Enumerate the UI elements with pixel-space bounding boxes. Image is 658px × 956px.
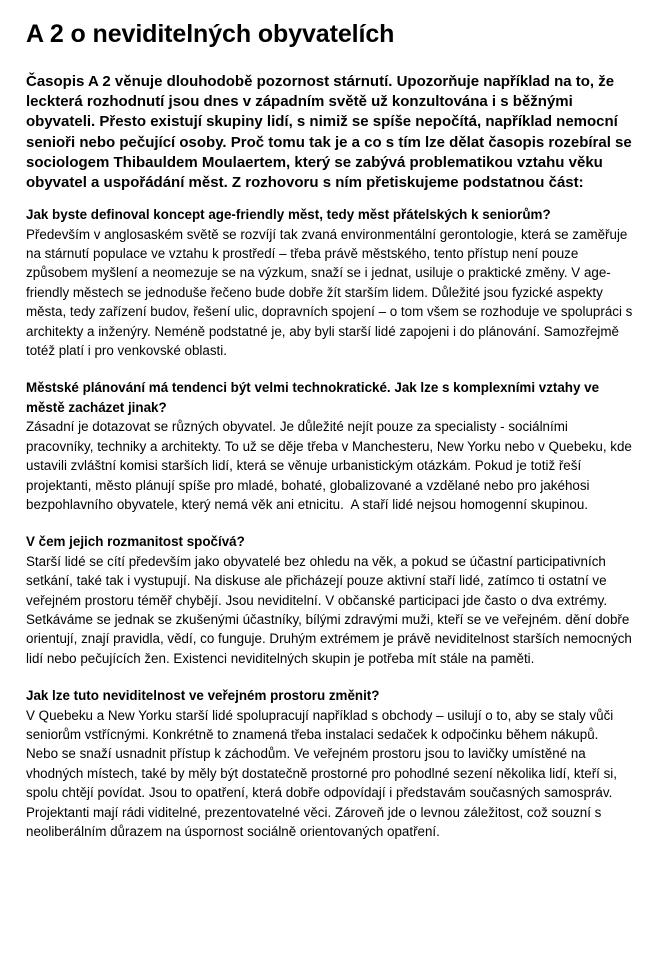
interview-answer: Zásadní je dotazovat se různých obyvatel. Je důležité nejít pouze za specialisty - sociálními pracovníky, techniky a architekty. To už se děje třeba v Manchesteru, New Yorku nebo v Quebeku, kde ustavili zvláštní komisi starších lidí, která se věnuje urbanistickým otázkám. Pokud je totiž řeší projektanti, město plánují spíše pro mladé, bohaté, globalizované a vzdělané nebo pro jakéhosi bezpohlavního obyvatele, který nemá věk ani etnicitu. A staří lidé nejsou homogenní skupinou. xyxy=(26,419,636,512)
interview-question: Jak lze tuto neviditelnost ve veřejném prostoru změnit? xyxy=(26,688,380,704)
article-title: A 2 o neviditelných obyvatelích xyxy=(26,20,395,48)
interview-question: V čem jejich rozmanitost spočívá? xyxy=(26,534,245,550)
qa-section xyxy=(26,205,637,360)
qa-section xyxy=(26,686,634,841)
article-lead: Časopis A 2 věnuje dlouhodobě pozornost stárnutí. Upozorňuje například na to, že leckterá rozhodnutí jsou dnes v západním světě už konzultována i s běžnými obyvateli. Přesto existují skupiny lidí, s nimiž se spíše nepočítá, například nemocní senioři nebo pečující osoby. Proč tomu tak je a co s tím lze dělat časopis rozebíral se sociologem Thibauldem Moulaertem, který se zabývá problematikou vztahu věku obyvatel a uspořádání měst. Z rozhovoru s ním přetiskujeme podstatnou část: xyxy=(26,73,632,192)
qa-section xyxy=(26,532,634,668)
interview-question: Městské plánování má tendenci být velmi technokratické. Jak lze s komplexními vztahy ve městě zacházet jinak? xyxy=(26,380,600,415)
qa-section xyxy=(26,378,634,514)
interview-answer: V Quebeku a New Yorku starší lidé spolupracují například s obchody – usilují o to, aby se staly vůči seniorům vstřícnými. Konkrétně to znamená třeba instalaci sedaček k odpočinku během nákupů. Nebo se snaží usnadnit přístup k záchodům. Ve veřejném prostoru jsou to lavičky umístěné na vhodných místech, také by měly být dostatečně prostorné pro pohodlné sezení několika lidí, kteří si, spolu chtějí povídat. Jsou to opatření, která dobře odpovídají i představám současných samospráv. Projektanti mají rádi viditelné, prezentovatelné věci. Zároveň jde o levnou záležitost, což souzní s neoliberálním důrazem na úspornost sociálně orientovaných opatření. xyxy=(26,707,621,839)
interview-answer: Především v anglosaském světě se rozvíjí tak zvaná environmentální gerontologie, která se zaměřuje na stárnutí populace ve vztahu k prostředí – třeba právě městského, tento přístup není pouze způsobem myšlení a neomezuje se na výzkum, snaží se i jednat, usiluje o praktické změny. V age-friendly městech se jednoduše řečeno bude dobře žít starším lidem. Důležité jsou fyzické aspekty města, tedy zařízení budov, řešení ulic, dopravních spojení – o tom všem se rozhoduje ve spolupráci s architekty a inženýry. Neméně podstatné je, aby byli starší lidé zapojeni i do plánování. Samozřejmě totéž platí i pro venkovské oblasti. xyxy=(26,226,637,359)
interview-question: Jak byste definoval koncept age-friendly měst, tedy měst přátelských k seniorům? xyxy=(26,207,551,223)
interview-answer: Starší lidé se cítí především jako obyvatelé bez ohledu na věk, a pokud se účastní participativních setkání, také tak i vystupují. Na diskuse ale přicházejí pouze aktivní staří lidé, zatímco ti ostatní ve veřejném prostoru téměř chybějí. Jsou neviditelní. V občanské participaci jde často o dva extrémy. Setkáváme se jednak se zkušenými účastníky, bílými zdravými muži, kteří se ve veřejném. dění dobře orientují, znají pravidla, vědí, co funguje. Druhým extrémem je právě neviditelnost starších nemocných lidí nebo pečujících žen. Existenci neviditelných skupin je potřeba mít stále na paměti. xyxy=(26,553,636,666)
